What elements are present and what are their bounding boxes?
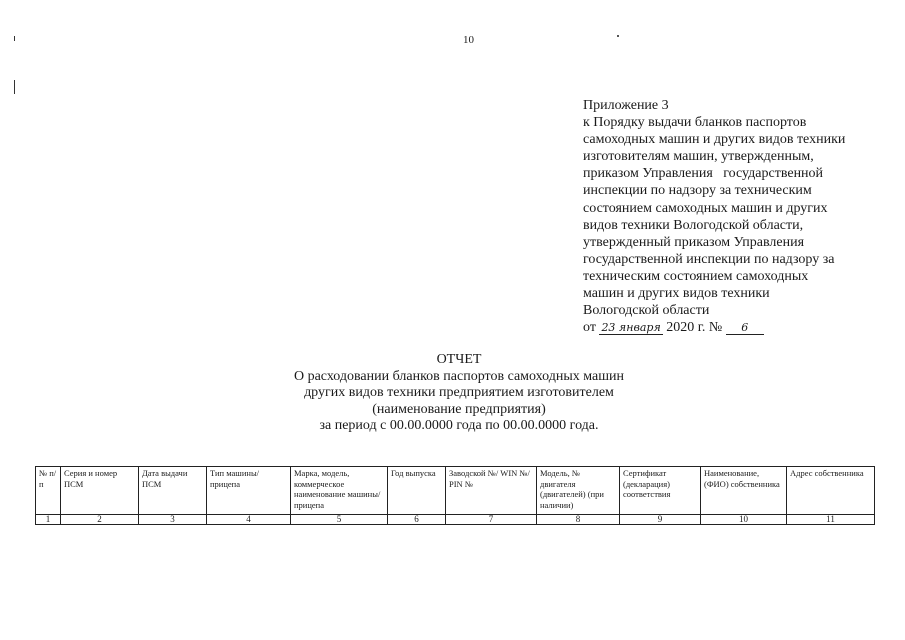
appendix-line: видов техники Вологодской области, bbox=[583, 217, 804, 233]
appendix-line: приказом Управления государственной bbox=[583, 166, 824, 182]
appendix-line: машин и других видов техники bbox=[583, 286, 770, 302]
table-header-cell: № п/п bbox=[36, 467, 61, 515]
page-number: 10 bbox=[463, 34, 474, 46]
table-number-row bbox=[36, 515, 875, 525]
appendix-block bbox=[583, 97, 883, 336]
appendix-line: Вологодской области bbox=[583, 303, 710, 319]
scan-dot bbox=[617, 35, 619, 37]
report-table bbox=[35, 466, 875, 525]
table-header-cell: Серия и номер ПСМ bbox=[61, 467, 139, 515]
date-prefix: от bbox=[583, 320, 596, 336]
appendix-line: государственной инспекции по надзору за bbox=[583, 251, 835, 267]
scan-mark bbox=[14, 36, 15, 41]
handwritten-date: 23 января bbox=[601, 321, 661, 335]
appendix-line: утвержденный приказом Управления bbox=[583, 234, 805, 250]
column-number: 3 bbox=[139, 515, 207, 525]
table-header-cell: Модель, № двигателя (двигателей) (при наличии) bbox=[537, 467, 620, 515]
report-title-block bbox=[200, 352, 718, 435]
table-header-cell: Дата выдачи ПСМ bbox=[139, 467, 207, 515]
appendix-line: самоходных машин и других видов техники bbox=[583, 132, 846, 148]
handwritten-number: 6 bbox=[726, 322, 764, 335]
appendix-line: техническим состоянием самоходных bbox=[583, 268, 809, 284]
table-header-cell: Сертификат (декларация) соответствия bbox=[620, 467, 701, 515]
table-header-cell: Тип машины/ прицепа bbox=[207, 467, 291, 515]
appendix-line: инспекции по надзору за техническим bbox=[583, 183, 812, 199]
column-number: 8 bbox=[537, 515, 620, 525]
table-header-cell: Год выпуска bbox=[388, 467, 446, 515]
column-number: 5 bbox=[291, 515, 388, 525]
report-subtitle: других видов техники предприятием изготовителем bbox=[304, 385, 614, 400]
enterprise-placeholder: (наименование предприятия) bbox=[372, 401, 546, 417]
column-number: 10 bbox=[701, 515, 787, 525]
table-header-row bbox=[36, 467, 875, 515]
table-header-cell: Марка, модель, коммерческое наименование машины/прицепа bbox=[291, 467, 388, 515]
report-title: ОТЧЕТ bbox=[436, 352, 482, 367]
column-number: 2 bbox=[61, 515, 139, 525]
column-number: 6 bbox=[388, 515, 446, 525]
column-number: 1 bbox=[36, 515, 61, 525]
date-suffix: 2020 г. № bbox=[666, 320, 723, 336]
report-period: за период с 00.00.0000 года по 00.00.0000 года. bbox=[319, 418, 599, 433]
column-number: 7 bbox=[446, 515, 537, 525]
scan-mark bbox=[14, 80, 15, 94]
table-header-cell: Заводской №/ WIN №/ PIN № bbox=[446, 467, 537, 515]
appendix-line: состоянием самоходных машин и других bbox=[583, 200, 828, 216]
column-number: 4 bbox=[207, 515, 291, 525]
report-subtitle: О расходовании бланков паспортов самоходных машин bbox=[293, 368, 625, 384]
column-number: 9 bbox=[620, 515, 701, 525]
table-header-cell: Адрес собственника bbox=[787, 467, 875, 515]
column-number: 11 bbox=[787, 515, 875, 525]
appendix-line: к Порядку выдачи бланков паспортов bbox=[583, 115, 807, 131]
table-header-cell: Наименование, (ФИО) собственника bbox=[701, 467, 787, 515]
appendix-date-line bbox=[583, 319, 883, 336]
appendix-line: изготовителям машин, утвержденным, bbox=[583, 149, 814, 165]
appendix-line: Приложение 3 bbox=[583, 98, 669, 113]
